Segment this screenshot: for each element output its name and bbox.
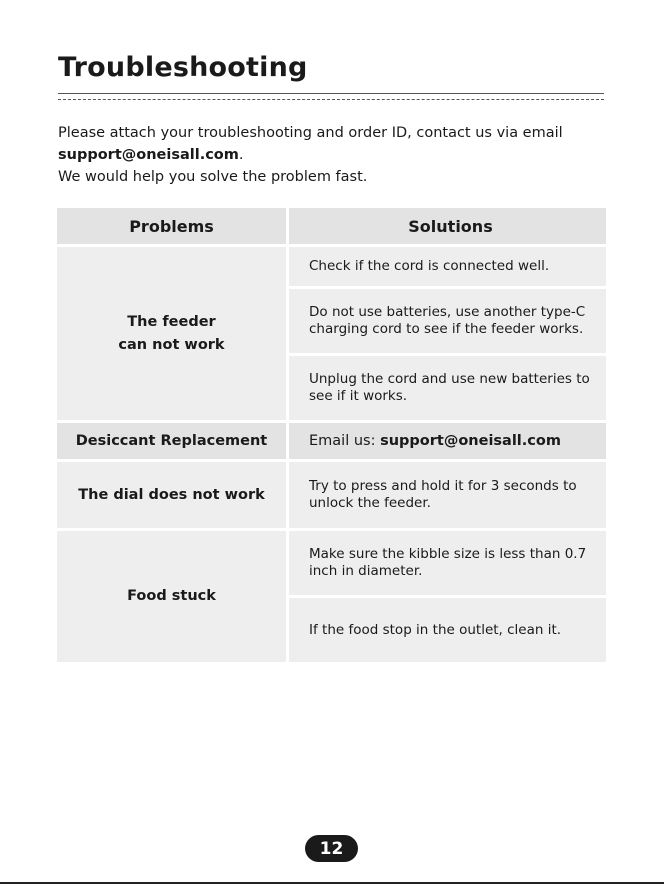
header-problems: Problems <box>57 208 286 244</box>
table-row <box>57 423 606 459</box>
intro-line-1: Please attach your troubleshooting and order ID, contact us via email <box>58 125 563 141</box>
table-header-row <box>57 208 606 244</box>
table-row <box>57 531 606 662</box>
problem-desiccant-replacement: Desiccant Replacement <box>57 423 286 459</box>
solution-item <box>289 423 606 459</box>
problem-line: The feeder <box>127 313 216 330</box>
problem-dial-not-work: The dial does not work <box>57 462 286 528</box>
intro-period: . <box>238 147 244 163</box>
table-row <box>57 462 606 528</box>
page-number: 12 <box>305 835 358 862</box>
solution-email: support@oneisall.com <box>380 432 561 449</box>
problem-line: can not work <box>118 336 225 353</box>
solution-item: Make sure the kibble size is less than 0.7 inch in diameter. <box>289 531 606 595</box>
solution-item: Do not use batteries, use another type-C charging cord to see if the feeder works. <box>289 289 606 353</box>
solutions-cell <box>289 462 606 528</box>
table-row <box>57 247 606 420</box>
solutions-cell <box>289 423 606 459</box>
solution-item: If the food stop in the outlet, clean it. <box>289 598 606 662</box>
solutions-cell <box>289 247 606 420</box>
intro-line-3: We would help you solve the problem fast. <box>58 169 368 185</box>
intro-line-2 <box>58 144 618 166</box>
solutions-cell <box>289 531 606 662</box>
solution-item: Unplug the cord and use new batteries to see if it works. <box>289 356 606 420</box>
bottom-border <box>0 882 664 884</box>
problem-food-stuck: Food stuck <box>57 531 286 662</box>
solution-item: Check if the cord is connected well. <box>289 247 606 286</box>
troubleshooting-table <box>57 208 606 662</box>
title-dashed-divider <box>58 99 604 100</box>
header-solutions: Solutions <box>289 208 606 244</box>
intro-text <box>58 122 618 188</box>
email-us-label: Email us: <box>309 432 376 449</box>
problem-feeder-not-work <box>57 247 286 420</box>
header-solutions-cell <box>289 208 606 244</box>
title-divider <box>58 93 604 94</box>
support-email: support@oneisall.com <box>58 147 239 163</box>
solution-item: Try to press and hold it for 3 seconds to unlock the feeder. <box>289 462 606 528</box>
page-title: Troubleshooting <box>58 52 308 83</box>
